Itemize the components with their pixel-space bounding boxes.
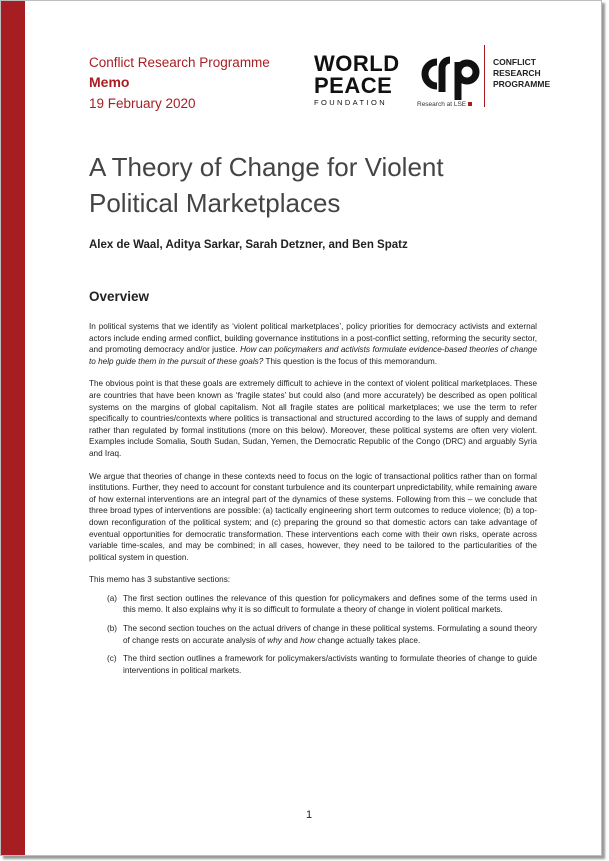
- title-line-2: Political Marketplaces: [89, 188, 341, 218]
- list-item-label: (c): [107, 654, 117, 664]
- world-peace-foundation-logo: [314, 53, 406, 108]
- wpf-logo-line2: PEACE: [314, 73, 393, 98]
- authors: Alex de Waal, Aditya Sarkar, Sarah Detzner, and Ben Spatz: [89, 239, 408, 251]
- crp-name-line1: CONFLICT: [493, 57, 536, 67]
- paragraph-1: In political systems that we identify as ‘violent political marketplaces’, policy priorities for democracy activists and external actors include ending armed conflict, building governance institutions in a post-conflict setting, reforming the security sector, and promoting democracy and/or justice. How can policymakers and activists formulate evidence-based theories of change to help guide them in the pursuit of these goals? This question is the focus of this memorandum.: [89, 322, 537, 366]
- page-number: 1: [306, 809, 313, 821]
- overview-heading: Overview: [89, 289, 150, 304]
- paragraph-3: We argue that theories of change in these contexts need to focus on the logic of transactional politics rather than on formal institutions. Further, they need to account for constant turbulence and its counterpart unpredictability, while remaining aware of how external interventions are an integral part of the dynamics of these systems. Following from this – we conclude that three broad types of interventions are possible: (a) tactically engineering short term outcomes to reduce violence; (b) a top-down reconfiguration of the political system; and (c) preparing the ground so that domestic actors can take advantage of eventual opportunities for democratic transformation. These interventions each come with their own risks, operate across variable time-scales, and may be combined; in all cases, however, they need to be tailored to the particularities of the political system in question.: [89, 471, 537, 562]
- title-line-1: A Theory of Change for Violent: [89, 152, 444, 182]
- list-item-label: (a): [107, 593, 118, 603]
- logo-divider: [484, 45, 485, 107]
- paragraph-2: The obvious point is that these goals are extremely difficult to achieve in the context of violent political marketplaces. These are countries that have been known as ‘fragile states’ but could also (and more accurately) be described as open political systems on the margins of global capitalism. Not all fragile states are political marketplaces; we use the term to refer specifically to countries/contexts where politics is transactional and structured according to the laws of supply and demand rather than regulated by formal institutions (more on this below). Moreover, these political systems are often very violent. Examples include Somalia, South Sudan, Sudan, Yemen, the Democratic Republic of the Congo (DRC) and arguably Syria and Iraq.: [89, 379, 537, 458]
- crp-name-line3: PROGRAMME: [493, 79, 551, 89]
- list-item-label: (b): [107, 624, 118, 634]
- body-text: [89, 321, 537, 683]
- accent-bar: [1, 1, 25, 855]
- document-date: 19 February 2020: [89, 96, 196, 111]
- list-item: [89, 623, 537, 646]
- list-item-text: The second section touches on the actual drivers of change in these political systems. Formulating a sound theory of change rests on accurate analysis of why and how change actually takes place.: [123, 624, 537, 645]
- lse-square-icon: [468, 102, 472, 106]
- wpf-logo-line3: FOUNDATION: [314, 98, 388, 107]
- list-item-text: The third section outlines a framework for policymakers/activists wanting to formulate theories of change to guide interventions in political markets.: [123, 654, 537, 675]
- wpf-logo-line1: WORLD: [314, 51, 400, 76]
- list-item: [89, 593, 537, 616]
- list-item-text: The first section outlines the relevance of this question for policymakers and defines some of the terms used in this memo. It also explains why it is so difficult to formulate a theory of change in violent political markets.: [123, 593, 537, 615]
- paragraph-4: This memo has 3 substantive sections:: [89, 575, 231, 585]
- document-title: [89, 149, 549, 221]
- programme-name: Conflict Research Programme: [89, 55, 270, 70]
- crp-name-line2: RESEARCH: [493, 68, 541, 78]
- document-type: Memo: [89, 74, 130, 90]
- crp-subtext: Research at LSE: [417, 101, 472, 108]
- crp-name: [493, 57, 550, 90]
- list-item: [89, 653, 537, 676]
